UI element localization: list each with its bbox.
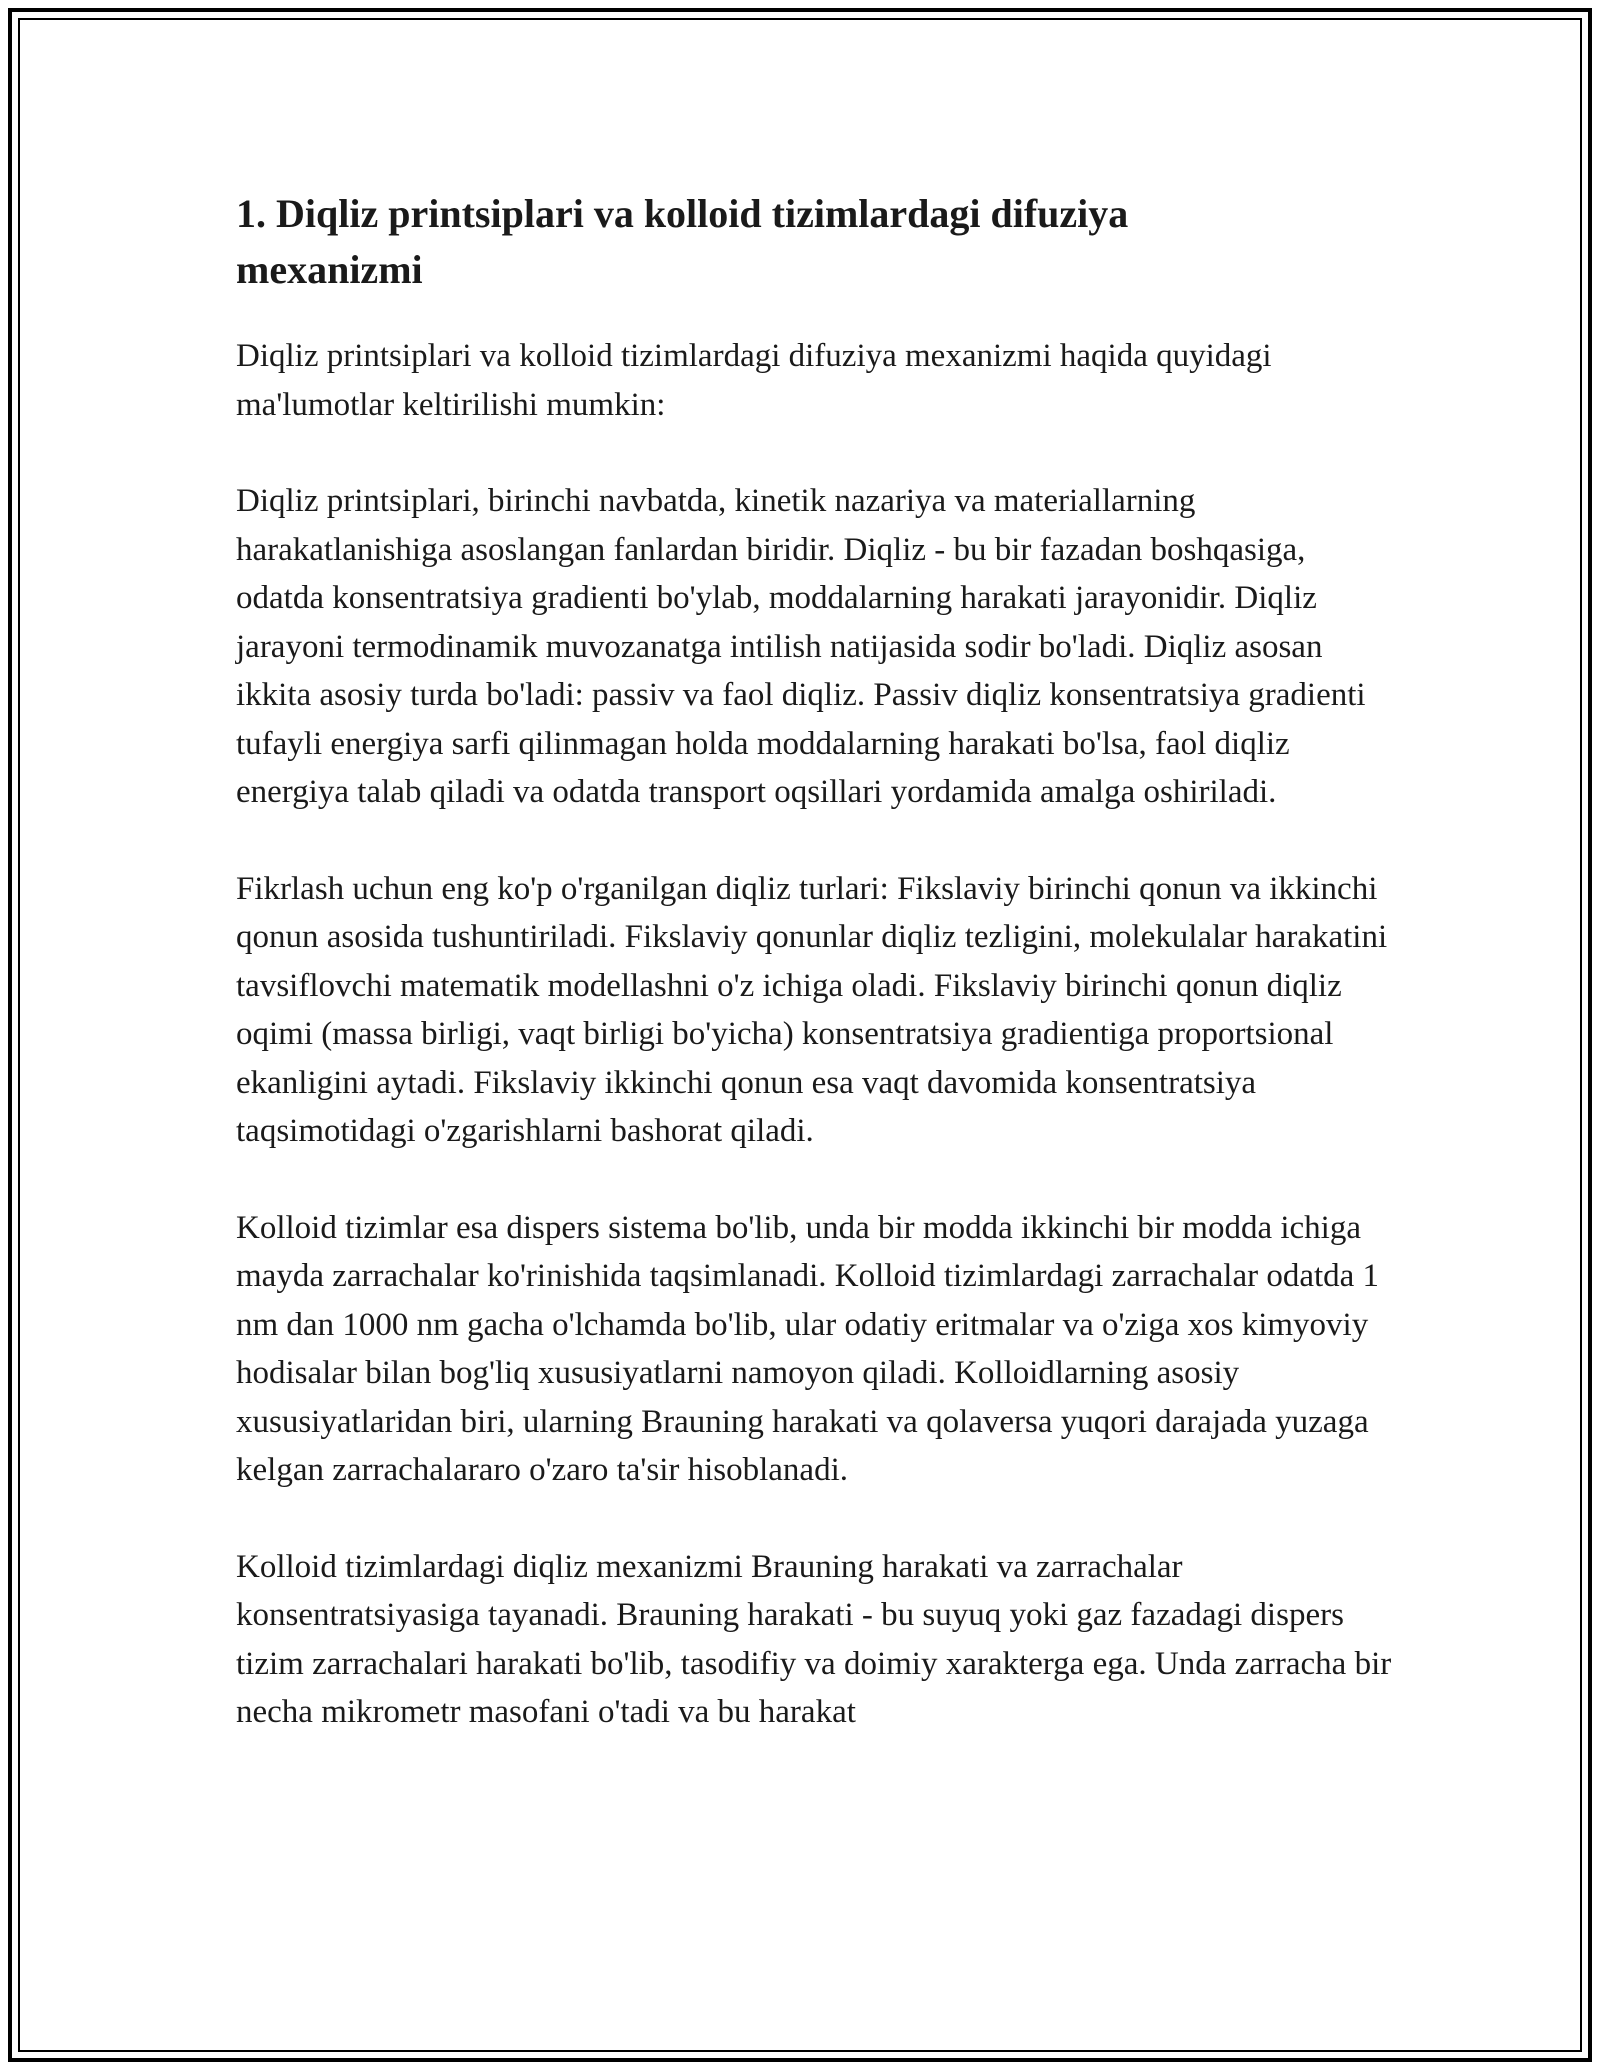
paragraph-colloid-systems: Kolloid tizimlar esa dispers sistema bo'lib, unda bir modda ikkinchi bir modda ichiga mayda zarrachalar ko'rinishida taqsimlanadi. Kolloid tizimlardagi zarrachalar odatda 1 nm dan 1000 nm gacha o'lchamda bo'lib, ular odatiy eritmalar va o'ziga xos kimyoviy hodisalar bilan bog'liq xususiyatlarni namoyon qiladi. Kolloidlarning asosiy xususiyatlaridan biri, ularning Brauning harakati va qolaversa yuqori darajada yuzaga kelgan zarrachalararo o'zaro ta'sir hisoblanadi.	[236, 1209, 1380, 1488]
section-heading: 1. Diqliz printsiplari va kolloid tizimlardagi difuziya mexanizmi	[236, 191, 1129, 292]
paragraph-brownian-motion: Kolloid tizimlardagi diqliz mexanizmi Brauning harakati va zarrachalar konsentratsiyasiga tayanadi. Brauning harakati - bu suyuq yoki gaz fazadagi dispers tizim zarrachalari harakati bo'lib, tasodifiy va doimiy xarakterga ega. Unda zarracha bir necha mikrometr masofani o'tadi va bu harakat	[236, 1548, 1392, 1730]
paragraph-fick-laws: Fikrlash uchun eng ko'p o'rganilgan diqliz turlari: Fikslaviy birinchi qonun va ikkinchi qonun asosida tushuntiriladi. Fikslaviy qonunlar diqliz tezligini, molekulalar harakatini tavsiflovchi matematik modellashni o'z ichiga oladi. Fikslaviy birinchi qonun diqliz oqimi (massa birligi, vaqt birligi bo'yicha) konsentratsiya gradientiga proportsional ekanligini aytadi. Fikslaviy ikkinchi qonun esa vaqt davomida konsentratsiya taqsimotidagi o'zgarishlarni bashorat qiladi.	[236, 870, 1388, 1149]
paragraph-intro: Diqliz printsiplari va kolloid tizimlardagi difuziya mexanizmi haqida quyidagi ma'lumotlar keltirilishi mumkin:	[236, 338, 1272, 423]
document-body	[236, 186, 1396, 1785]
paragraph-diffusion-principles: Diqliz printsiplari, birinchi navbatda, kinetik nazariya va materiallarning harakatlanishiga asoslangan fanlardan biridir. Diqliz - bu bir fazadan boshqasiga, odatda konsentratsiya gradienti bo'ylab, moddalarning harakati jarayonidir. Diqliz jarayoni termodinamik muvozanatga intilish natijasida sodir bo'ladi. Diqliz asosan ikkita asosiy turda bo'ladi: passiv va faol diqliz. Passiv diqliz konsentratsiya gradienti tufayli energiya sarfi qilinmagan holda moddalarning harakati bo'lsa, faol diqliz energiya talab qiladi va odatda transport oqsillari yordamida amalga oshiriladi.	[236, 483, 1366, 810]
